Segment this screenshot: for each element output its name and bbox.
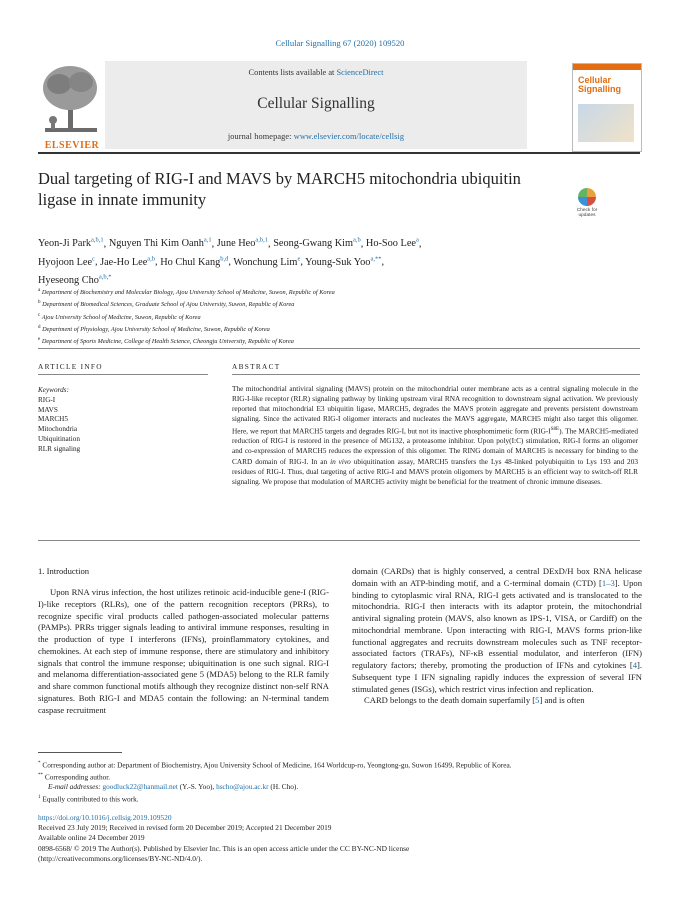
footnote-corresponding-2: ** Corresponding author.	[38, 772, 111, 782]
body-column-left	[38, 587, 329, 716]
author-list: Yeon-Ji Park$^{a,b,1}$, Nguyen Thi Kim Oanh$^{a,1}$, June Heo$^{a,b,1}$, Seong-Gwang Kim$^{a,b}$, Ho-Soo Lee$^a$, Hyojoon Lee$^c$, Jae-Ho Lee$^{a,b}$, Ho Chul Kang$^{b,d}$, Wonchung Lim$^e$, Young-Suk Yoo$^{a,**}$, Hyeseong Cho$^{a,b,*}$	[38, 237, 422, 287]
check-for-updates-badge[interactable]	[572, 188, 602, 222]
author[interactable]: Young-Suk Yoo$^{a,**}$	[305, 255, 382, 268]
author[interactable]: Ho Chul Kang$^{b,d}$	[160, 255, 229, 268]
section-rule-upper	[38, 348, 640, 349]
keyword: MARCH5	[38, 415, 68, 424]
keyword: MAVS	[38, 405, 58, 414]
footnote-rule	[38, 752, 122, 753]
journal-citation[interactable]: Cellular Signalling 67 (2020) 109520	[275, 38, 405, 48]
article-info-rule	[38, 374, 208, 375]
doi-link[interactable]: https://doi.org/10.1016/j.cellsig.2019.109520	[38, 813, 172, 822]
footnotes	[38, 759, 640, 804]
reference-link[interactable]: 4	[632, 660, 637, 670]
introduction-heading: 1. Introduction	[38, 566, 90, 576]
author[interactable]: Hyojoon Lee$^c$	[38, 255, 95, 268]
available-online: Available online 24 December 2019	[38, 833, 145, 843]
homepage-link[interactable]: www.elsevier.com/locate/cellsig	[293, 132, 405, 141]
reference-link[interactable]: 5	[535, 695, 540, 706]
author[interactable]: Hyeseong Cho$^{a,b,*}$	[38, 273, 112, 287]
affiliation: $^d$ Department of Physiology, Ajou University School of Medicine, Suwon, Republic of Korea	[38, 324, 270, 333]
cover-title-line2: Signalling	[578, 84, 622, 94]
license-url[interactable]: (http://creativecommons.org/licenses/BY-NC-ND/4.0/).	[38, 853, 203, 863]
keyword: Ubiquitination	[38, 434, 80, 443]
header-rule	[38, 152, 640, 154]
intro-paragraph: CARD belongs to the death domain superfamily [5] and is often	[364, 695, 585, 706]
intro-paragraph: Upon RNA virus infection, the host utilizes retinoic acid-inducible gene-I (RIG-I)-like receptors (RLRs), one of the pattern recognition receptors (PRRs), to recognize specific viral products called pathogen-associated molecular patterns (PAMPs). PRRs trigger signals leading to antiviral immune responses, resulting in the production of type I interferons (IFNs), proinflammatory cytokines, and chemokines. At each step of immune response, there are stimulatory and inhibitory signals that control the immune response; ubiquitination is one such signal. RIG-I and melanoma differentiation-associated gene 5 (MDA5) belong to the RLR family and share common functional motifs although they recognize distinct non-self RNA signatures. Both RIG-I and MDA5 contain the following: an N-terminal tandem caspase recruitment	[38, 587, 329, 715]
license-line: 0898-6568/ © 2019 The Author(s). Published by Elsevier Inc. This is an open access article under the CC BY-NC-ND license	[38, 843, 410, 853]
cover-title	[578, 76, 680, 94]
footnote-corresponding: * Corresponding author at: Department of Biochemistry, Ajou University School of Medicine, 164 Worldcup-ro, Yeongtong-gu, Suwon 16499, Republic of Korea.	[38, 760, 512, 770]
footnote-emails: E-mail addresses: goodluck22@hanmail.net (Y.-S. Yoo), hscho@ajou.ac.kr (H. Cho).	[48, 782, 299, 792]
author[interactable]: Nguyen Thi Kim Oanh$^{a,1}$	[108, 237, 212, 250]
journal-name: Cellular Signalling	[257, 95, 375, 112]
author[interactable]: June Heo$^{a,b,1}$	[216, 237, 269, 250]
cover-title-line1: Cellular	[578, 75, 612, 85]
keywords-label: Keywords:	[38, 386, 69, 394]
abstract-text: The mitochondrial antiviral signaling (MAVS) protein on the mitochondrial outer membrane acts as a central signaling molecule in the RIG-I-like receptor (RLR) signaling pathway by linking upstream viral RNA recognition to downstream signal activation. We previously reported that mitochondrial E3 ubiquitin ligase, MARCH5, degrades the MAVS protein aggregate and prevents persistent downstream signaling. Since the activated RIG-I oligomer interacts and nucleates the MAVS aggregate, MARCH5 might also target this oligomer. Here, we report that MARCH5 targets and degrades RIG-I, but not its inactive phosphomimetic form $(RIG-I^{S8E})$. The MARCH5-mediated reduction of RIG-I is restored in the presence of MG132, a proteasome inhibitor. Upon poly(I:C) stimulation, RIG-I forms an oligomer and co-expression of MARCH5 reduces the expression of this oligomer. The RING domain of MARCH5 is necessary for binding to the CARD domain of RIG-I. In an in vivo ubiquitination assay, MARCH5 transfers the Lys 48-linked polyubiquitin to Lys 193 and 203 residues of RIG-I. Thus, dual targeting of active RIG-I and MAVS protein oligomers by MARCH5 is an efficient way to switch-off RLR signaling. We propose that modulation of MARCH5 activity might be beneficial for the treatment of chronic immune diseases.	[232, 384, 638, 486]
footnote-equal-contribution: $^1$ Equally contributed to this work.	[38, 794, 139, 804]
homepage-prefix: journal homepage:	[227, 132, 294, 141]
contents-line	[105, 68, 527, 77]
journal-cover-thumbnail[interactable]	[572, 63, 642, 152]
received-dates: Received 23 July 2019; Received in revised form 20 December 2019; Accepted 21 December 2019	[38, 823, 332, 833]
affiliation-list	[38, 286, 638, 347]
keyword: RLR signaling	[38, 444, 81, 453]
check-updates-icon	[578, 188, 596, 206]
elsevier-tree-logo[interactable]	[39, 62, 102, 150]
author[interactable]: Yeon-Ji Park$^{a,b,1}$	[38, 237, 104, 250]
section-rule-lower	[38, 540, 640, 541]
article-metadata	[38, 813, 640, 864]
reference-link[interactable]: 1–3	[601, 577, 615, 588]
author[interactable]: Seong-Gwang Kim$^{a,b}$	[273, 237, 361, 250]
affiliation: $^b$ Department of Biomedical Sciences, Graduate School of Ajou University, Suwon, Republic of Korea	[38, 300, 295, 309]
abstract-heading: ABSTRACT	[232, 362, 281, 371]
contents-prefix: Contents lists available at	[248, 68, 337, 77]
intro-paragraph-continued: domain (CARDs) that is highly conserved, a central DExD/H box RNA helicase domain with an ATP-binding motif, and a C-terminal domain (CTD) [1–3]. Upon binding to cytoplasmic viral RNA, RIG-I gets activated and is translocated to the mitochondria. RIG-I then interacts with its adaptor protein, the mitochondrial antiviral signaling protein (MAVS, also known as IPS-1, VISA, or Cardiff) on the mitochondrial membrane. Upon interacting with RIG-I, MAVS forms prion-like functional aggregates and recruits downstream molecules such as TNF receptor-associated factors (TRAFs), NF-κB essential modulator, and interferon (IFN) regulatory factors; thereby, promoting the production of IFNs and cytokines [4]. Subsequent type I IFN signaling rapidly induces the expression of several IFN stimulated genes (ISGs), which restrict virus infection and replication.	[352, 566, 642, 694]
check-updates-line1: Check for	[576, 208, 598, 213]
article-title: Dual targeting of RIG-I and MAVS by MARCH5 mitochondria ubiquitin ligase in innate immunity	[38, 169, 521, 209]
author[interactable]: Jae-Ho Lee$^{a,b}$	[100, 255, 156, 268]
cover-band	[573, 64, 641, 70]
check-updates-line2: updates	[578, 213, 596, 218]
email-link[interactable]: hscho@ajou.ac.kr	[216, 782, 269, 792]
keyword-list	[38, 396, 80, 454]
affiliation: $^e$ Department of Sports Medicine, College of Health Science, Cheongju University, Republic of Korea	[38, 337, 294, 346]
article-info-heading: ARTICLE INFO	[38, 362, 103, 371]
homepage-line	[105, 132, 527, 141]
cover-image	[578, 104, 634, 142]
journal-header	[38, 52, 640, 150]
keyword: RIG-I	[38, 396, 56, 404]
journal-banner	[105, 61, 527, 149]
sciencedirect-link[interactable]: ScienceDirect	[336, 68, 384, 77]
affiliation: $^c$ Ajou University School of Medicine, Suwon, Republic of Korea	[38, 312, 201, 321]
email-link[interactable]: goodluck22@hanmail.net	[102, 782, 178, 792]
author[interactable]: Wonchung Lim$^e$	[233, 255, 301, 268]
check-updates-label	[572, 208, 602, 218]
keyword: Mitochondria	[38, 425, 78, 434]
abstract-rule	[232, 374, 640, 375]
body-column-right	[352, 566, 642, 707]
publisher-name: ELSEVIER	[44, 140, 100, 151]
affiliation: $^a$ Department of Biochemistry and Molecular Biology, Ajou University School of Medicine, Suwon, Republic of Korea	[38, 288, 335, 297]
author[interactable]: Ho-Soo Lee$^a$	[365, 237, 419, 250]
